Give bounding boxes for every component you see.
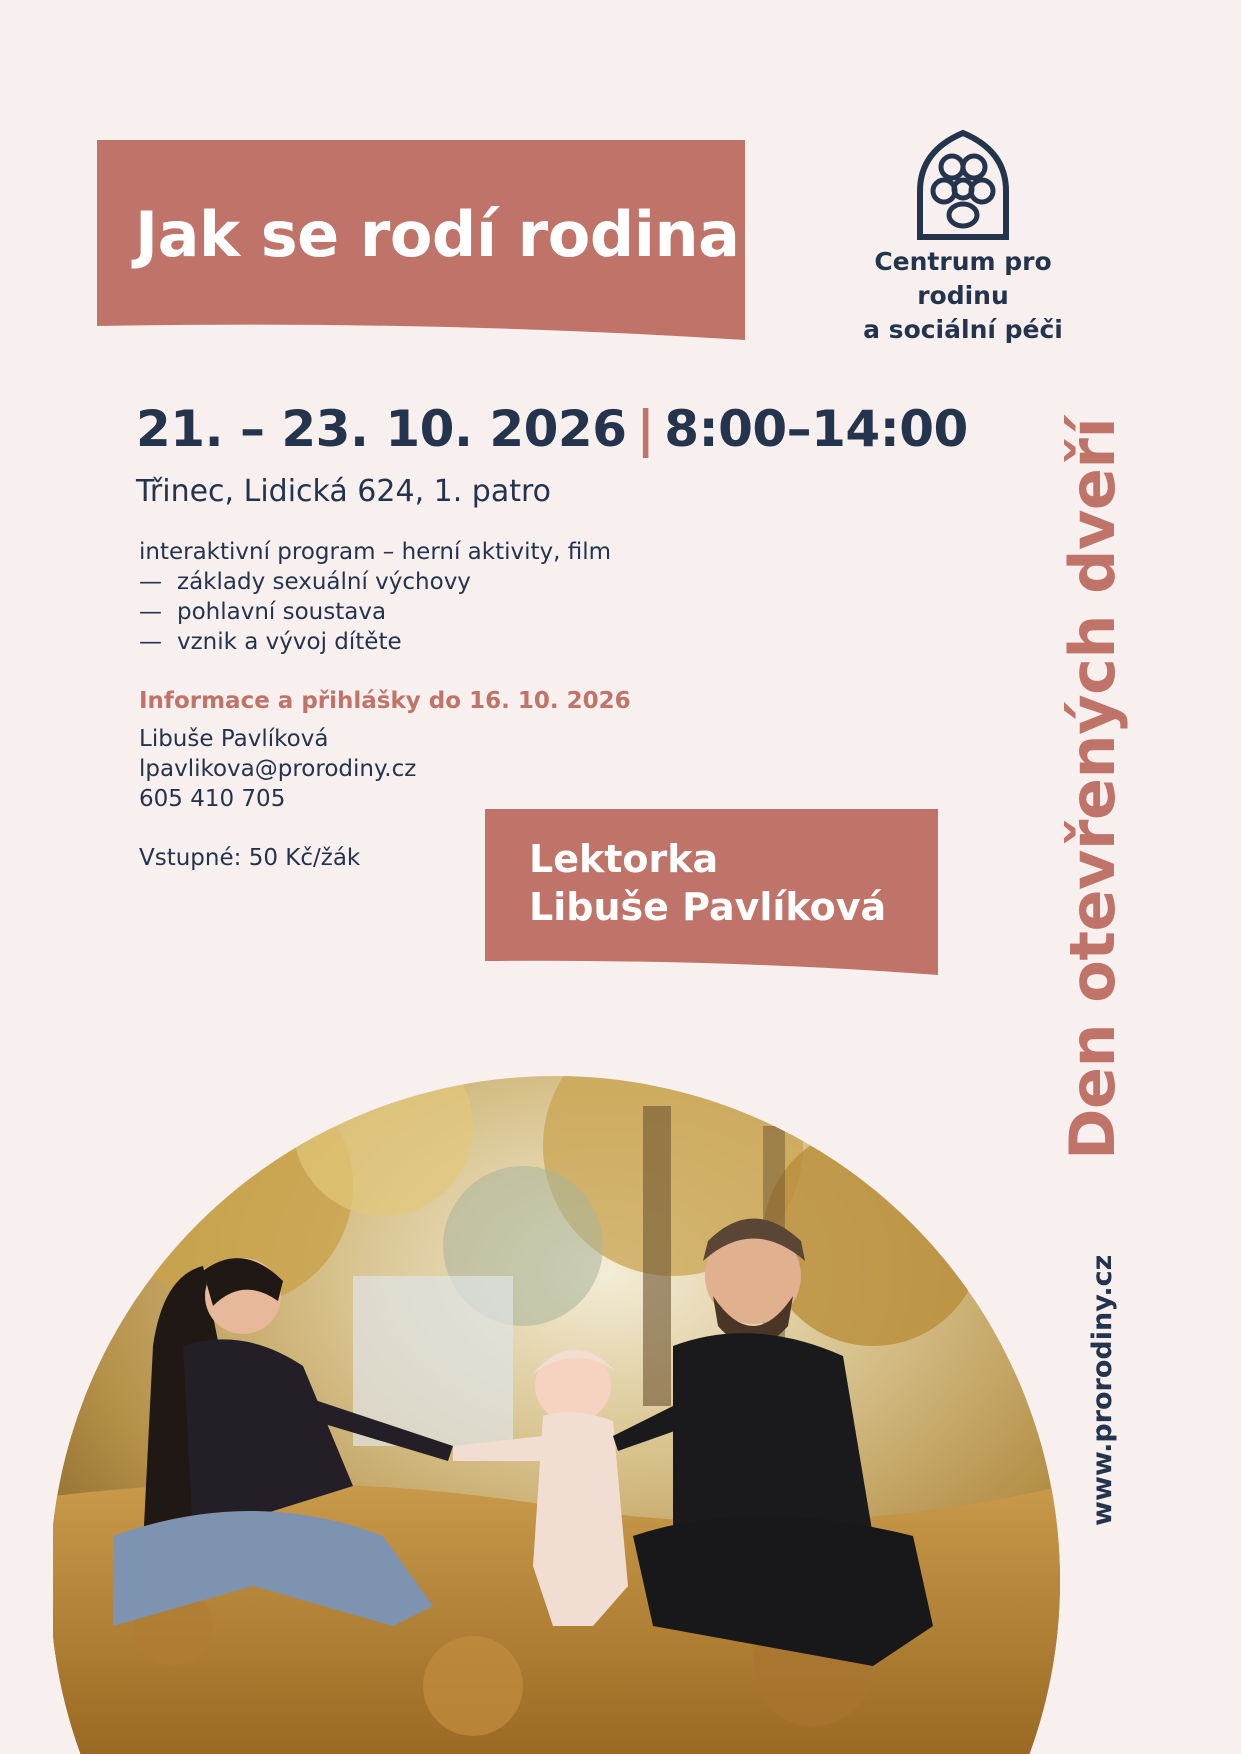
registration-heading: Informace a přihlášky do 16. 10. 2026 xyxy=(139,688,631,714)
date-time-separator: | xyxy=(636,400,655,458)
event-date-time xyxy=(136,400,968,458)
entry-fee: Vstupné: 50 Kč/žák xyxy=(139,845,361,871)
organization-name xyxy=(828,245,1098,347)
dash-bullet: — xyxy=(139,599,162,625)
event-time: 8:00–14:00 xyxy=(664,400,968,458)
title-banner xyxy=(97,140,745,340)
program-list xyxy=(139,537,611,657)
website-link[interactable]: www.prorodiny.cz xyxy=(1087,1254,1118,1526)
dash-bullet: — xyxy=(139,569,162,595)
list-item xyxy=(139,597,611,627)
lecturer-name: Libuše Pavlíková xyxy=(529,885,887,929)
lecturer-label: Lektorka xyxy=(529,837,719,881)
lecturer-text xyxy=(529,835,886,931)
open-day-vertical-title: Den otevřených dveří xyxy=(1056,417,1129,1160)
page-title: Jak se rodí rodina xyxy=(135,198,740,271)
list-item xyxy=(139,567,611,597)
dash-bullet: — xyxy=(139,629,162,655)
contact-phone[interactable]: 605 410 705 xyxy=(139,786,286,812)
program-intro: interaktivní program – herní aktivity, film xyxy=(139,539,612,565)
list-item xyxy=(139,627,611,657)
program-item-label: vznik a vývoj dítěte xyxy=(177,629,402,655)
family-photo xyxy=(53,1066,1063,1754)
family-photo-illustration xyxy=(53,1066,1063,1754)
program-item-label: pohlavní soustava xyxy=(177,599,387,625)
organization-logo xyxy=(828,125,1098,344)
contact-block xyxy=(139,724,416,814)
organization-name-line2: a sociální péči xyxy=(863,315,1063,344)
event-address: Třinec, Lidická 624, 1. patro xyxy=(136,474,552,509)
contact-name: Libuše Pavlíková xyxy=(139,726,329,752)
event-dates: 21. – 23. 10. 2026 xyxy=(136,400,627,458)
program-item-label: základy sexuální výchovy xyxy=(177,569,471,595)
lecturer-box xyxy=(485,809,938,975)
contact-email[interactable]: lpavlikova@prorodiny.cz xyxy=(139,756,417,782)
family-arch-icon xyxy=(914,129,1012,241)
organization-name-line1: Centrum pro rodinu xyxy=(874,247,1052,310)
